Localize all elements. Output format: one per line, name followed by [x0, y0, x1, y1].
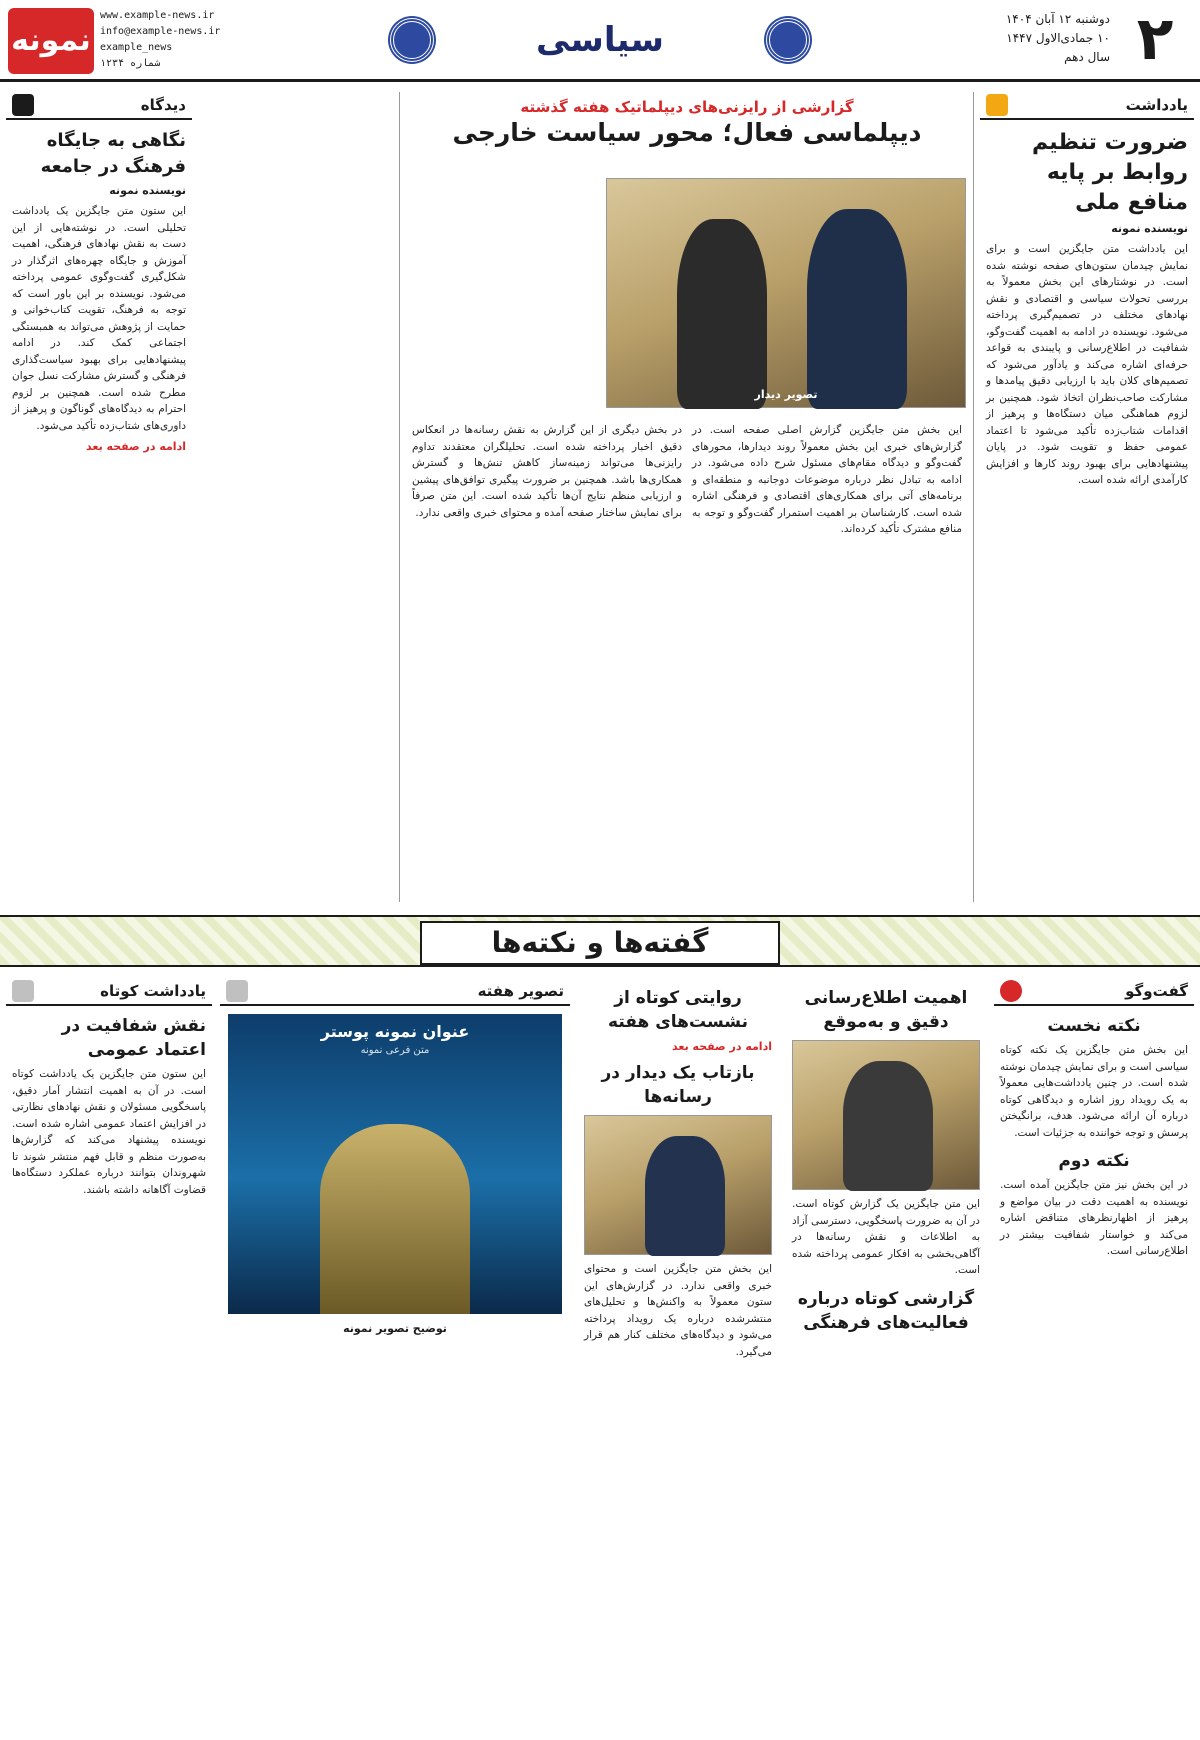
col5-header — [6, 978, 212, 1006]
newspaper-logo: نمونه — [8, 8, 94, 74]
lead-photo-label: تصویر دیدار — [754, 388, 818, 401]
poster-subtitle: متن فرعی نمونه — [360, 1045, 430, 1056]
left-article-title: نگاهی به جایگاه فرهنگ در جامعه — [40, 130, 186, 177]
col2-body: این متن جایگزین یک گزارش کوتاه است. در آن به ضرورت پاسخگویی، دسترسی آزاد به اطلاعات و نقش رسانه‌ها در آگاهی‌بخشی به افکار عمومی پرداخته شده است. — [792, 1198, 980, 1276]
camera-icon — [226, 980, 248, 1002]
col5-label: یادداشت کوتاه — [100, 982, 206, 1000]
person-figure — [807, 209, 907, 409]
contact-web[interactable]: www.example-news.ir — [100, 10, 215, 21]
masthead — [0, 0, 1200, 82]
right-article-author: نویسنده نمونه — [1111, 222, 1188, 235]
quotes-col-1 — [994, 978, 1194, 1730]
contact-block — [100, 8, 280, 72]
ornament-icon — [766, 18, 810, 62]
page-number: ۲ — [1136, 4, 1174, 74]
note-icon — [986, 94, 1008, 116]
ornament-icon — [390, 18, 434, 62]
quotes-col-4 — [220, 978, 570, 1730]
right-article-body: این یادداشت متن جایگزین است و برای نمایش چیدمان ستون‌های صفحه نوشته شده است. در نوشتارهای این بخش معمولاً به بررسی تحولات سیاسی و اقتصادی و نقش نهادهای مختلف در تصمیم‌گیری پرداخته می‌شود. نویسنده در ادامه به اهمیت گفت‌وگو، شفافیت در اطلاع‌رسانی و پایبندی به قواعد حرفه‌ای اشاره می‌کند و یادآور می‌شود که تصمیم‌های کلان باید با ارزیابی دقیق پیامدها و مشارکت صاحب‌نظران اتخاذ شود. همچنین بر لزوم هماهنگی میان دستگاه‌ها و پرهیز از اقدامات شتاب‌زده تأکید می‌شود تا اعتماد عمومی حفظ و تقویت شود. در پایان پیشنهادهایی برای بهبود روند کارها و افزایش کارآمدی ارائه شده است. — [986, 243, 1188, 486]
date-line: دوشنبه ۱۲ آبان ۱۴۰۴ — [1005, 12, 1110, 26]
photo-of-week-label: تصویر هفته — [477, 982, 564, 1000]
speaker-photo — [584, 1115, 772, 1255]
right-box-header — [980, 92, 1194, 120]
contact-social[interactable]: example_news — [100, 42, 173, 53]
lead-story — [406, 92, 968, 902]
lead-title: دیپلماسی فعال؛ محور سیاست خارجی — [452, 118, 922, 147]
poster-title: عنوان نمونه پوستر — [320, 1022, 470, 1041]
quotes-col-5 — [6, 978, 212, 1730]
lead-body-left: در بخش دیگری از این گزارش به نقش رسانه‌ها در انعکاس دقیق اخبار پرداخته شده است. تحلیلگران معتقدند تداوم رایزنی‌ها می‌تواند زمینه‌ساز کاهش تنش‌ها و گسترش همکاری‌ها باشد. همچنین بر ضرورت پیگیری توافق‌های پیشین و ارزیابی منظم نتایج آن‌ها تأکید شده است. این متن صرفاً برای نمایش ساختار صفحه آمده و محتوای خبری واقعی ندارد. — [412, 424, 682, 519]
lead-kicker: گزارشی از رایزنی‌های دیپلماتیک هفته گذشته — [520, 98, 854, 116]
quotes-col1-header — [994, 978, 1194, 1006]
col2-subtitle: گزارشی کوتاه درباره فعالیت‌های فرهنگی — [797, 1288, 975, 1333]
glasses-icon — [12, 94, 34, 116]
left-article-body: این ستون متن جایگزین یک یادداشت تحلیلی است. در نوشته‌هایی از این دست به نقش نهادهای فرهنگی، اهمیت آموزش و جایگاه چهره‌های اثرگذار در شکل‌گیری گفت‌وگوی عمومی پرداخته می‌شود. نویسنده بر این باور است که توجه به فرهنگ، تقویت کتاب‌خوانی و حمایت از پژوهش می‌تواند به همبستگی اجتماعی کمک کند. در ادامه پیشنهادهایی برای بهبود سیاست‌گذاری فرهنگی و گسترش مشارکت نسل جوان مطرح شده است. همچنین بر لزوم احترام به دیدگاه‌های گوناگون و پرهیز از داوری‌های شتاب‌زده تأکید می‌شود. — [12, 205, 186, 432]
col5-title: نقش شفافیت در اعتماد عمومی — [61, 1016, 206, 1060]
portrait-photo — [792, 1040, 980, 1190]
section-title: سیاسی — [536, 20, 664, 60]
poster-image — [228, 1014, 562, 1314]
quote-title: نکته نخست — [1047, 1016, 1141, 1036]
person-figure — [677, 219, 767, 409]
issue-label: شماره ۱۲۳۴ — [100, 58, 161, 69]
col3-title-b: بازتاب یک دیدار در رسانه‌ها — [601, 1063, 755, 1107]
person-figure — [645, 1136, 725, 1256]
left-box-label: دیدگاه — [140, 96, 186, 114]
left-article-author: نویسنده نمونه — [109, 184, 186, 197]
continued-link[interactable]: ادامه در صفحه بعد — [672, 1040, 772, 1053]
photo-of-week-header — [220, 978, 570, 1006]
quote-title: نکته دوم — [1058, 1151, 1130, 1171]
volume-line: سال دهم — [1064, 50, 1110, 64]
person-figure — [843, 1061, 933, 1191]
lead-body-right: این بخش متن جایگزین گزارش اصلی صفحه است. در گزارش‌های خبری این بخش معمولاً روند دیدارها، محورهای گفت‌وگو و دیدگاه مقام‌های مسئول شرح داده می‌شود. در ادامه به تبادل نظر درباره موضوعات دوجانبه و منطقه‌ای و برنامه‌های آتی برای همکاری‌های اقتصادی و فرهنگی اشاره شده است. کارشناسان بر اهمیت استمرار گفت‌وگو و توجه به منافع مشترک تأکید کرده‌اند. — [692, 424, 962, 535]
scale-icon — [12, 980, 34, 1002]
column-divider — [399, 92, 400, 902]
lead-photo — [606, 178, 966, 408]
poster-caption: توضیح تصویر نمونه — [343, 1322, 447, 1335]
statue-shape — [320, 1124, 470, 1314]
left-box-header — [6, 92, 192, 120]
right-article-title: ضرورت تنظیم روابط بر پایه منافع ملی — [1032, 130, 1188, 215]
continued-link[interactable]: ادامه در صفحه بعد — [86, 440, 186, 453]
quotes-band — [0, 915, 1200, 967]
right-box-label: یادداشت — [1125, 96, 1188, 114]
left-opinion-column — [6, 92, 192, 902]
quotes-col1-label: گفت‌وگو — [1125, 982, 1188, 1000]
col3-body: این بخش متن جایگزین است و محتوای خبری واقعی ندارد. در گزارش‌های این ستون معمولاً به واکنش‌ها و تحلیل‌های منتشرشده درباره یک رویداد پرداخته می‌شود و دیدگاه‌های مختلف کنار هم قرار می‌گیرد. — [584, 1263, 772, 1358]
contact-mail[interactable]: info@example-news.ir — [100, 26, 221, 37]
quote-body: این بخش متن جایگزین یک نکته کوتاه سیاسی است و برای نمایش چیدمان نوشته شده است. در چنین یادداشت‌هایی معمولاً به یک رویداد روز اشاره و دیدگاهی کوتاه درباره آن ارائه می‌شود. هدف، برانگیختن پرسش و توجه خواننده به جزئیات است. — [1000, 1044, 1188, 1139]
hijri-line: ۱۰ جمادی‌الاول ۱۴۴۷ — [1006, 31, 1110, 45]
quotes-col-2 — [786, 978, 986, 1730]
col3-title-a: روایتی کوتاه از نشست‌های هفته — [608, 988, 748, 1032]
col2-title: اهمیت اطلاع‌رسانی دقیق و به‌موقع — [804, 988, 968, 1032]
column-divider — [973, 92, 974, 902]
col5-body: این ستون متن جایگزین یک یادداشت کوتاه است. در آن به اهمیت انتشار آمار دقیق، پاسخگویی مسئولان و نقش نهادهای نظارتی در افزایش اعتماد عمومی اشاره شده است. نویسنده پیشنهاد می‌کند که گزارش‌ها به‌صورت منظم و قابل فهم منتشر شوند تا شهروندان بتوانند درباره عملکرد دستگاه‌ها قضاوت آگاهانه داشته باشند. — [12, 1068, 206, 1196]
issue-meta — [910, 10, 1110, 67]
quotes-band-title: گفته‌ها و نکته‌ها — [420, 921, 780, 965]
quote-body: در این بخش نیز متن جایگزین آمده است. نویسنده به اهمیت دقت در بیان مواضع و پرهیز از اظهارنظرهای متناقض اشاره می‌کند و خواستار شفافیت بیشتر در اطلاع‌رسانی است. — [1000, 1179, 1188, 1257]
quotes-col-3 — [578, 978, 778, 1730]
microphone-icon — [1000, 980, 1022, 1002]
right-opinion-column — [980, 92, 1194, 902]
